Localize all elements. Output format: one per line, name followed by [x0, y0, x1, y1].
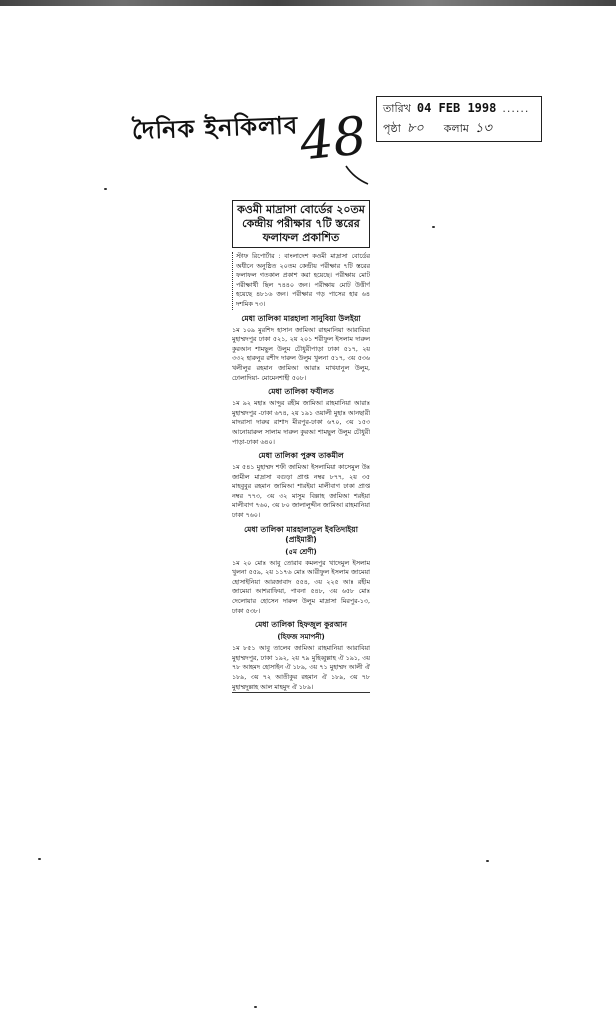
stamp-page-label: পৃষ্ঠা	[383, 122, 401, 135]
stamp-date-value: 04 FEB 1998	[416, 101, 497, 115]
article-lead: স্টাফ রিপোর্টার : বাংলাদেশ কওমী মাদ্রাসা বোর্ডের অধীনে অনুষ্ঠিত ২০তম কেন্দ্রীয় পরীক্ষার ৭টি স্তরের ফলাফল গতকাল প্রকাশ করা হয়েছে। পরীক্ষায় মোট পরীক্ষার্থী ছিল ৭৪৪০ জন। পরীক্ষায় মোট উত্তীর্ণ হয়েছে ৪৮১৬ জন। পরীক্ষার গড় পাসের হার ৬৪ দশমিক ৭৩।	[232, 252, 370, 310]
stamp-page-row	[383, 119, 535, 138]
section-body: ১ম ৫৪১ মুহাম্মদ শফী জামিআ ইসলামিয়া কাসেমুল উঃ জামীল মাদ্রাসা বগুড়া প্রাপ্ত নম্বর ৮৭৭, ২য় ৩৫ মাহবুবুর রহমান জামিআ শারইয়া মালীবাগ ঢাকা প্রাপ্ত নম্বর ৭৭৩, ৩য় ৩২ মাসুম বিল্লাহ জামিআ শরইয়া মালীবাগ ৭৬০, ৩য় ৮০ জালালুদ্দীন জামিআ রাহমানিয়া ঢাকা ৭৬০।	[232, 464, 370, 520]
scan-speck	[432, 226, 435, 228]
section-heading: মেধা তালিকা মারহালাতুল ইবতিদাইয়া (প্রাইমারী)	[244, 524, 358, 544]
handwritten-number	[296, 98, 386, 186]
stamp-dots: ......	[502, 102, 530, 115]
section-heading: মেধা তালিকা ফযীলত	[268, 387, 334, 397]
article-headline: কওমী মাদ্রাসা বোর্ডের ২০তম কেন্দ্রীয় পরীক্ষার ৭টি স্তরের ফলাফল প্রকাশিত	[237, 203, 365, 244]
handwritten-number-text: 48	[297, 106, 370, 173]
section-body: ১ম ১০৯ মুরশিদ হাসান জামিআ রাহমানিয়া আরাবিয়া মুহাম্মদপুর ঢাকা ৫২১, ২য় ২০১ শরীফুল ইসলাম দারুল কুরআন শামছুল উলুম চৌধুরীপাড়া ঢাকা ৫১৭, ২য় ৩৩২ হারুনুর রশীদ দারুল উলুম খুলনা ৫১৭, ৩য় ৫৩৬ খলীলুর রহমান জামিআ আরাঃ মাখযানুল উলুম, ঢোলাদিয়া- মোমেনশাহী ৫০৮।	[232, 326, 370, 382]
section-subheading: (হিফজ সমাপনী)	[277, 633, 325, 642]
news-clipping	[232, 200, 370, 840]
section-heading: মেধা তালিকা পুরুষ তাকমীল	[258, 451, 344, 461]
stamp-date-row	[383, 100, 535, 119]
scan-speck	[104, 188, 107, 190]
archive-stamp	[376, 96, 542, 142]
section-subheading: (৫ম শ্রেণী)	[285, 547, 317, 556]
stamp-date-label: তারিখ	[383, 102, 411, 115]
scan-speck	[254, 1006, 257, 1008]
newspaper-name: দৈনিক ইনকিলাব	[131, 111, 299, 145]
section-body: ১ম ২০ মোঃ আবু তোরাব কমলপুর খাদেমুল ইসলাম খুলনা ৫৫৯, ২য় ১১৭৬ মোঃ আরীফুল ইসলাম জামেয়া হোসাইনিয়া আরজাবাদ ৫৫৪, ৩য় ২২৫ আঃ রহীম জামেয়া আশরাফিয়া, পাবনা ৫৪৮, ৩য় ৬৫৮ মোঃ দেলোয়ার হোসেন দারুল উলুম মাদ্রাসা মিরপুর-১৩, ঢাকা ৫৩৮।	[232, 559, 370, 615]
stamp-column-value: ১৩	[474, 121, 492, 136]
section-heading: মেধা তালিকা হিফজুল কুরআন	[255, 620, 347, 630]
section-body: ১ম ৯২ মহাঃ আব্দুর রহীম জামিআ রাহমানিয়া আরাঃ মুহাম্মদপুর -ঢাকা ৬৭৪, ২য় ১৯১ ওয়ালী মুহাঃ আনছারী মাদরাসা দারুর রাশাদ মীরপুর-ঢাকা ৬৭০, ৩য় ১৫৩ আনোয়ারুল সালাম দারুল কুরআ শামছুল উলুম চৌধুরী পাড়া-ঢাকা ৬৪০।	[232, 400, 370, 446]
scan-speck	[38, 858, 41, 860]
stamp-page-value: ৮০	[406, 121, 424, 136]
headline-box	[232, 200, 370, 248]
scan-speck	[486, 860, 489, 862]
section-body: ১ম ৮৫১ আবু তালেব জামিআ রাহমানিয়া আরাবিয়া মুহাম্মদপুর, ঢাকা ১৯২, ২য় ৭৯ মুহিব্বুল্লাহ ঐ ১৯১, ৩য় ৭৮ আহমদ হোসাইন ঐ ১৮৯, ৩য় ৭১ মুহাম্মদ আলী ঐ ১৮৯, ৩য় ৭২ আতীকুর রহমান ঐ ১৮৯, ৩য় ৭৮ মুহাম্মদুল্লাহ আল মাহমুদ ঐ ১৮৯।	[232, 644, 370, 693]
scan-edge-artifact	[0, 0, 616, 6]
stamp-column-label: কলাম	[443, 122, 469, 135]
section-heading: মেধা তালিকা মারহালা সানুবিয়া উলইয়া	[241, 313, 361, 323]
